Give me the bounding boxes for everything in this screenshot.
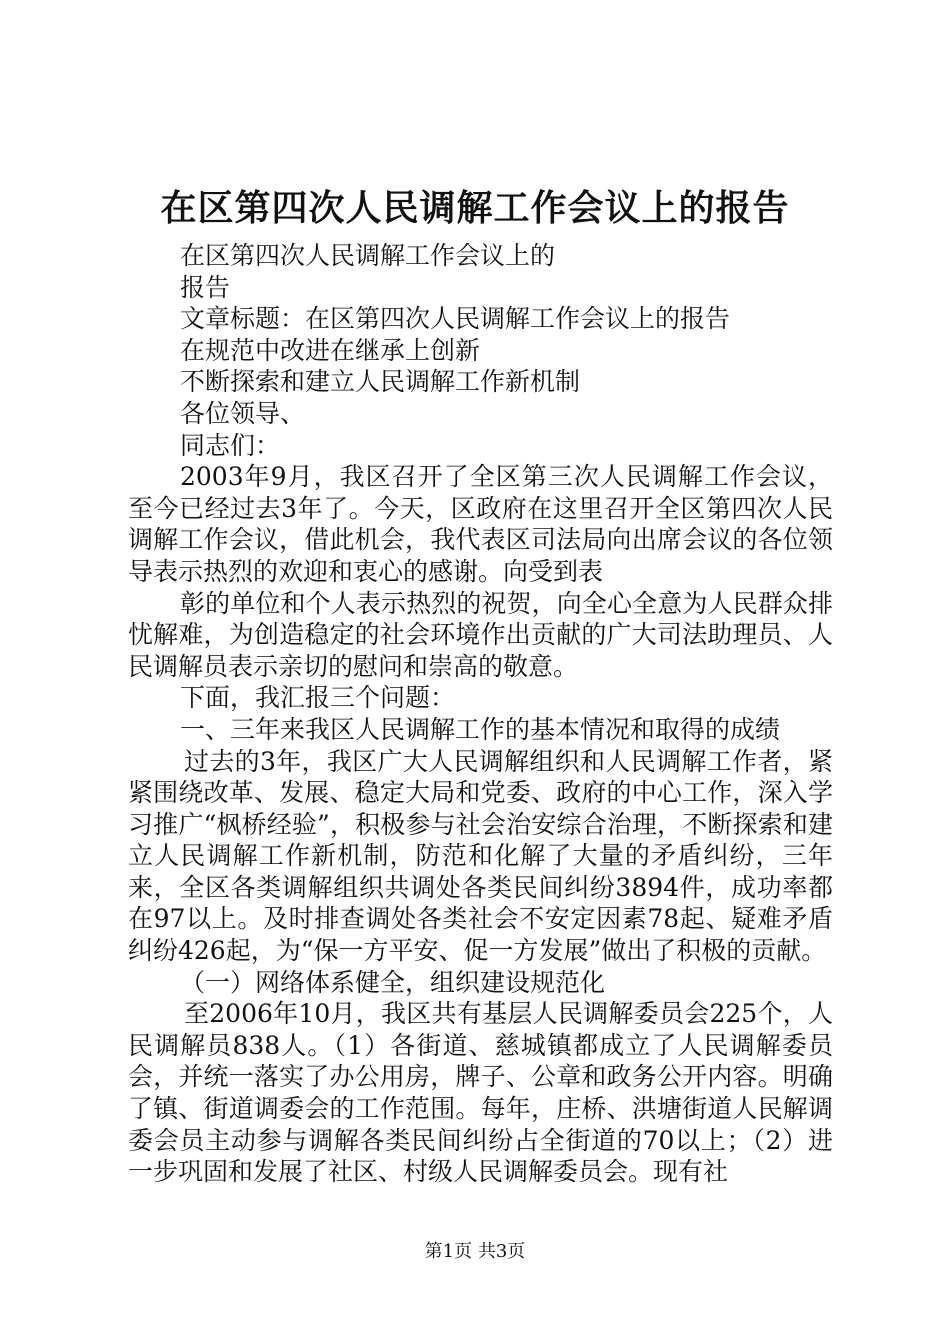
salutation-line: 各位领导、 xyxy=(180,398,306,428)
salutation-line: 同志们： xyxy=(180,430,281,460)
body-paragraph: 至2006年10月，我区共有基层人民调解委员会225个，人民调解员838人。（1）各街道、慈城镇都成立了人民调解委员会，并统一落实了办公用房，牌子、公章和政务公开内容。明确了镇、街道调委会的工作范围。每年，庄桥、洪塘街道人民解调委会员主动参与调解各类民间纠纷占全街道的70以上；（2）进一步巩固和发展了社区、村级人民调解委员会。现有社 xyxy=(128,999,833,1187)
article-title-line: 文章标题：在区第四次人民调解工作会议上的报告 xyxy=(180,304,731,334)
body-paragraph: 2003年9月，我区召开了全区第三次人民调解工作会议，至今已经过去3年了。今天，区政府在这里召开全区第四次人民调解工作会议，借此机会，我代表区司法局向出席会议的各位领导表示热烈的欢迎和衷心的感谢。向受到表 xyxy=(128,462,833,586)
subtitle-line: 在区第四次人民调解工作会议上的 xyxy=(180,241,556,270)
document-title: 在区第四次人民调解工作会议上的报告 xyxy=(160,187,790,229)
theme-line: 不断探索和建立人民调解工作新机制 xyxy=(180,367,581,397)
body-paragraph: 下面，我汇报三个问题： xyxy=(180,683,456,713)
document-body xyxy=(128,240,833,1188)
section-heading: 一、三年来我区人民调解工作的基本情况和取得的成绩 xyxy=(180,714,781,744)
subtitle-line: 报告 xyxy=(180,272,231,302)
body-paragraph: 过去的3年，我区广大人民调解组织和人民调解工作者，紧紧围绕改革、发展、稳定大局和党委、政府的中心工作，深入学习推广“枫桥经验”，积极参与社会治安综合治理，不断探索和建立人民调解工作新机制，防范和化解了大量的矛盾纠纷，三年来，全区各类调解组织共调处各类民间纠纷3894件，成功率都在97以上。及时排查调处各类社会不安定因素78起、疑难矛盾纠纷426起，为“保一方平安、促一方发展”做出了积极的贡献。 xyxy=(128,746,833,966)
page-footer: 第1页 共3页 xyxy=(424,1241,526,1262)
theme-line: 在规范中改进在继承上创新 xyxy=(180,335,481,365)
body-paragraph: 彰的单位和个人表示热烈的祝贺，向全心全意为人民群众排忧解难，为创造稳定的社会环境作出贡献的广大司法助理员、人民调解员表示亲切的慰问和崇高的敬意。 xyxy=(128,588,833,681)
subsection-heading: （一）网络体系健全，组织建设规范化 xyxy=(180,967,606,997)
